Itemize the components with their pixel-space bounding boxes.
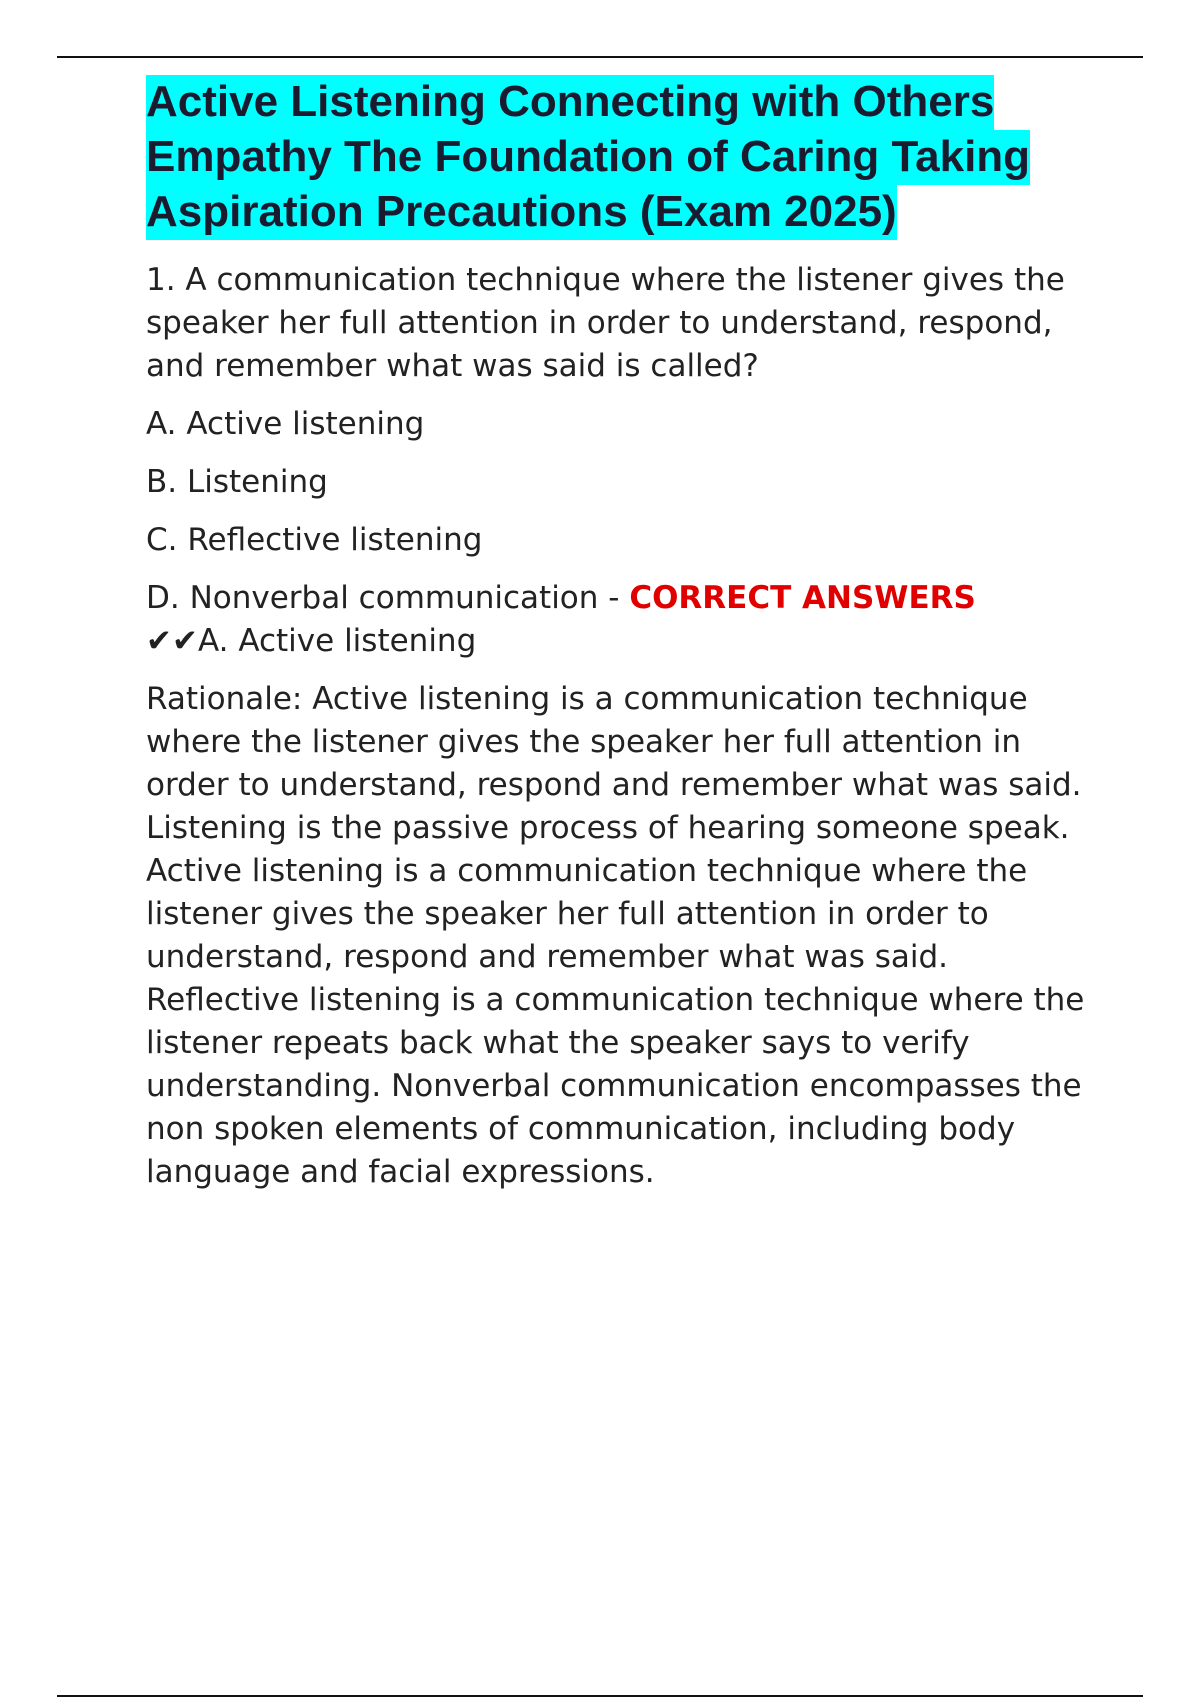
question-text: 1. A communication technique where the listener gives the speaker her full attention in order to understand, respond, and remember what was said is called? — [146, 262, 1065, 384]
option-c: C. Reflective listening — [146, 522, 483, 558]
bottom-rule — [57, 1695, 1143, 1697]
rationale-text: Rationale: Active listening is a communication technique where the listener gives the speaker her full attention in order to understand, respond and remember what was said. Listening is the passive process of hearing someone speak. Active listening is a communication technique where the listener gives the speaker her full attention in order to understand, respond and remember what was said. Reflective listening is a communication technique where the listener repeats back what the speaker says to verify understanding. Nonverbal communication encompasses the non spoken elements of communication, including body language and facial expressions. — [146, 681, 1085, 1190]
document-title — [146, 74, 1106, 239]
option-b: B. Listening — [146, 464, 328, 500]
answer-text: ✔✔A. Active listening — [146, 623, 477, 659]
option-a: A. Active listening — [146, 406, 425, 442]
option-d-with-answer — [146, 577, 1106, 663]
top-rule — [57, 56, 1143, 58]
title-highlight: Active Listening Connecting with Others Empathy The Foundation of Caring Taking Aspiration Precautions (Exam 2025) — [146, 75, 1030, 240]
correct-answers-label: CORRECT ANSWERS — [629, 580, 976, 616]
option-d: D. Nonverbal communication - — [146, 580, 630, 616]
document-body — [146, 74, 1106, 1209]
